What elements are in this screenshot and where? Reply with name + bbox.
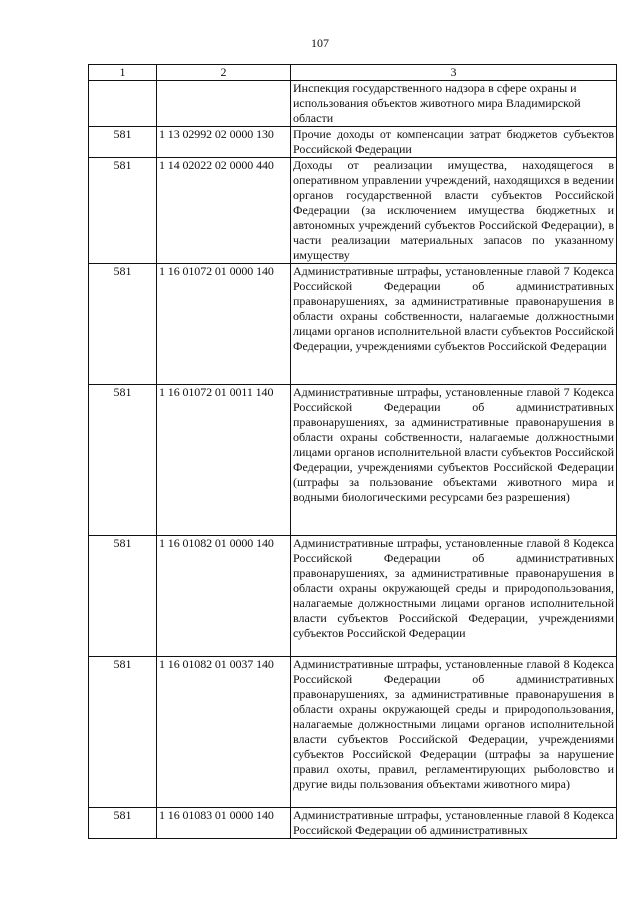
table-row xyxy=(89,657,617,808)
empty-cell xyxy=(89,81,157,127)
table-header-row xyxy=(89,65,617,81)
admin-code: 581 xyxy=(89,657,157,808)
admin-code: 581 xyxy=(89,264,157,385)
section-row xyxy=(89,81,617,127)
kbk-code: 1 16 01083 01 0000 140 xyxy=(157,808,291,839)
revenue-description: Доходы от реализации имущества, находящегося в оперативном управлении учреждений, находящихся в ведении органов государственной власти субъектов Российской Федерации (за исключением имущества бюджетных и автономных учреждений субъектов Российской Федерации), в части реализации материальных запасов по указанному имуществу xyxy=(291,158,617,264)
kbk-code: 1 16 01082 01 0037 140 xyxy=(157,657,291,808)
admin-code: 581 xyxy=(89,385,157,536)
kbk-code: 1 13 02992 02 0000 130 xyxy=(157,127,291,158)
column-header-3: 3 xyxy=(291,65,617,81)
revenue-description: Административные штрафы, установленные главой 7 Кодекса Российской Федерации об административных правонарушениях, за административные правонарушения в области охраны собственности, налагаемые должностными лицами органов исполнительной власти субъектов Российской Федерации, учреждениями субъектов Российской Федерации xyxy=(291,264,617,385)
admin-code: 581 xyxy=(89,808,157,839)
table-row xyxy=(89,264,617,385)
revenue-description: Прочие доходы от компенсации затрат бюджетов субъектов Российской Федерации xyxy=(291,127,617,158)
column-header-2: 2 xyxy=(157,65,291,81)
table-row xyxy=(89,385,617,536)
page-number: 107 xyxy=(311,36,329,50)
kbk-code: 1 14 02022 02 0000 440 xyxy=(157,158,291,264)
table-row xyxy=(89,808,617,839)
admin-code: 581 xyxy=(89,158,157,264)
revenue-description: Административные штрафы, установленные главой 7 Кодекса Российской Федерации об административных правонарушениях, за административные правонарушения в области охраны собственности, налагаемые должностными лицами органов исполнительной власти субъектов Российской Федерации, учреждениями субъектов Российской Федерации (штрафы за пользование объектами животного мира и водными биологическими ресурсами без разрешения) xyxy=(291,385,617,536)
kbk-code: 1 16 01072 01 0011 140 xyxy=(157,385,291,536)
revenue-description: Административные штрафы, установленные главой 8 Кодекса Российской Федерации об административных правонарушениях, за административные правонарушения в области охраны окружающей среды и природопользования, налагаемые должностными лицами органов исполнительной власти субъектов Российской Федерации, учреждениями субъектов Российской Федерации xyxy=(291,536,617,657)
section-title: Инспекция государственного надзора в сфере охраны и использования объектов животного мира Владимирской области xyxy=(291,81,617,127)
table-row xyxy=(89,536,617,657)
admin-code: 581 xyxy=(89,127,157,158)
revenue-table xyxy=(88,64,617,839)
revenue-description: Административные штрафы, установленные главой 8 Кодекса Российской Федерации об административных xyxy=(291,808,617,839)
column-header-1: 1 xyxy=(89,65,157,81)
table-row xyxy=(89,158,617,264)
kbk-code: 1 16 01072 01 0000 140 xyxy=(157,264,291,385)
kbk-code: 1 16 01082 01 0000 140 xyxy=(157,536,291,657)
admin-code: 581 xyxy=(89,536,157,657)
revenue-description: Административные штрафы, установленные главой 8 Кодекса Российской Федерации об административных правонарушениях, за административные правонарушения в области охраны окружающей среды и природопользования, налагаемые должностными лицами органов исполнительной власти субъектов Российской Федерации, учреждениями субъектов Российской Федерации (штрафы за нарушение правил охоты, правил, регламентирующих рыболовство и другие виды пользования объектами животного мира) xyxy=(291,657,617,808)
empty-cell xyxy=(157,81,291,127)
table-row xyxy=(89,127,617,158)
